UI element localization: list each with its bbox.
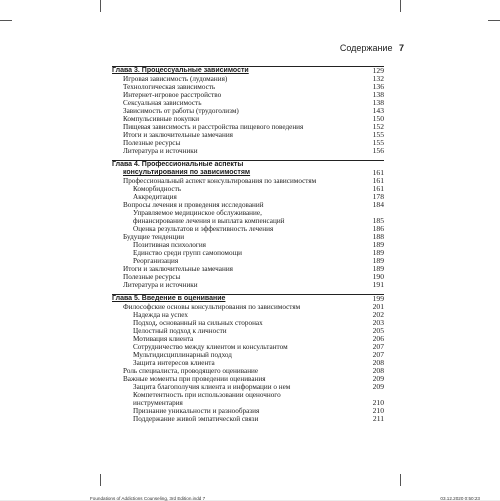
chapter-heading (112, 169, 384, 177)
toc-entry-title: Мультидисциплинарный подход (133, 351, 232, 359)
toc-entry (112, 257, 384, 265)
toc-entry-title: Литература и источники (123, 147, 198, 155)
toc-entry (112, 311, 384, 319)
toc-entry (112, 233, 384, 241)
toc-entry-page: 206 (372, 334, 384, 343)
toc-entry-title: Позитивная психология (133, 241, 206, 249)
toc-entry-title: Сексуальная зависимость (123, 99, 202, 107)
toc-entry (112, 99, 384, 107)
toc-entry (112, 115, 384, 123)
toc-entry-title: Важные моменты при проведении оценивания (123, 375, 266, 383)
toc-entry-page: 210 (372, 398, 384, 407)
toc-entry-page: 210 (372, 406, 384, 415)
chapter-heading (112, 295, 384, 303)
crop-mark-icon (400, 474, 401, 486)
toc-entry-page: 207 (372, 342, 384, 351)
toc-entry-title: Итоги и заключительные замечания (123, 265, 233, 273)
toc-entry-title: финансирование лечения и выплата компенсаций (133, 217, 285, 225)
toc-entry-page: 211 (372, 414, 384, 423)
toc-entry-page: 205 (372, 326, 384, 335)
chapter-heading-title: Глава 3. Процессуальные зависимости (112, 67, 249, 74)
toc-entry-title: Итоги и заключительные замечания (123, 131, 233, 139)
toc-entry-page: 156 (372, 146, 384, 155)
toc-entry-page: 189 (372, 264, 384, 273)
toc-entry (112, 273, 384, 281)
running-head-title: Содержание (339, 43, 393, 53)
toc-entry-title: Подход, основанный на сильных сторонах (133, 319, 263, 327)
toc-entry-page: 150 (372, 114, 384, 123)
toc-entry-title: Защита благополучия клиента и информации о нем (133, 383, 291, 391)
toc-entry-title: Игровая зависимость (лудомания) (123, 75, 228, 83)
chapter-heading-title: Глава 5. Введение в оценивание (112, 295, 226, 302)
toc-entry-page: 202 (372, 310, 384, 319)
toc-entry-title: Надежда на успех (133, 311, 188, 319)
toc-entry-title: Профессиональный аспект консультирования по зависимостям (123, 177, 317, 185)
toc-entry-title: Реорганизация (133, 257, 179, 265)
toc-entry-page: 208 (372, 358, 384, 367)
toc-entry-title: Целостный подход к личности (133, 327, 227, 335)
toc-entry-page: 136 (372, 82, 384, 91)
footer-timestamp: 03.12.2020 0:50:23 (440, 496, 480, 501)
toc-entry-page: 138 (372, 90, 384, 99)
toc-entry (112, 217, 384, 225)
crop-mark-icon (100, 0, 101, 12)
toc-entry-page: 161 (372, 184, 384, 193)
running-head (340, 43, 404, 53)
toc-entry-title: Оценка результатов и эффективность лечения (133, 225, 274, 233)
chapter-heading-title: консультирования по зависимостям (123, 169, 251, 176)
toc-entry (112, 399, 384, 407)
toc-entry-page: 155 (372, 130, 384, 139)
toc-entry-page: 188 (372, 232, 384, 241)
toc-entry (112, 131, 384, 139)
toc-entry-page: 189 (372, 248, 384, 257)
toc-entry-title: Литература и источники (123, 281, 198, 289)
toc-entry-page: 143 (372, 106, 384, 115)
toc-entry-page: 161 (372, 176, 384, 185)
toc-entry-page: 178 (372, 192, 384, 201)
toc-entry-title: Философские основы консультирования по зависимостям (123, 303, 301, 311)
toc-entry (112, 241, 384, 249)
toc-entry (112, 193, 384, 201)
toc-entry-title: Компульсивные покупки (123, 115, 200, 123)
toc-entry-title: Полезные ресурсы (123, 273, 181, 281)
crop-mark-icon (100, 474, 101, 486)
toc-entry-title: Компетентность при использовании оценочного (133, 391, 281, 399)
toc-entry-title: Управляемое медицинское обслуживание, (133, 209, 262, 217)
toc-entry (112, 201, 384, 209)
chapter-heading-page: 161 (372, 168, 384, 177)
toc-entry (112, 249, 384, 257)
toc-entry-page: 138 (372, 98, 384, 107)
toc-entry (112, 281, 384, 289)
page-number: 7 (398, 43, 404, 53)
toc-entry (112, 225, 384, 233)
toc-entry-title: Полезные ресурсы (123, 139, 181, 147)
toc-entry (112, 351, 384, 359)
toc-entry (112, 375, 384, 383)
toc-entry (112, 343, 384, 351)
toc-entry (112, 123, 384, 131)
chapter-block (112, 66, 384, 155)
toc-entry (112, 327, 384, 335)
chapter-heading-page: 199 (372, 294, 384, 303)
chapter-block (112, 294, 384, 423)
toc-entry-title: Аккредитация (133, 193, 177, 201)
toc-entry (112, 147, 384, 155)
toc-entry-title: Коморбидность (133, 185, 182, 193)
toc-entry-title: Пищевая зависимость и расстройства пищевого поведения (123, 123, 304, 131)
toc-entry-title: Мотивация клиента (133, 335, 194, 343)
toc-entry-title: Зависимость от работы (трудоголизм) (123, 107, 239, 115)
toc-entry (112, 359, 384, 367)
toc-entry (112, 407, 384, 415)
toc-entry (112, 391, 384, 399)
toc-entry-title: Роль специалиста, проводящего оценивание (123, 367, 259, 375)
table-of-contents (112, 66, 384, 423)
toc-entry-title: Защита интересов клиента (133, 359, 215, 367)
toc-entry-title: Поддержание живой эмпатической связи (133, 415, 259, 423)
toc-entry-title: Признание уникальности и разнообразия (133, 407, 260, 415)
toc-entry (112, 383, 384, 391)
toc-entry-title: инструментария (133, 399, 183, 407)
chapter-heading-title: Глава 4. Профессиональные аспекты (112, 161, 244, 168)
toc-entry-page: 132 (372, 74, 384, 83)
toc-entry-page: 152 (372, 122, 384, 131)
toc-entry (112, 185, 384, 193)
toc-entry (112, 319, 384, 327)
toc-entry-page: 189 (372, 256, 384, 265)
toc-entry-page: 185 (372, 216, 384, 225)
chapter-block (112, 160, 384, 289)
toc-entry-page: 155 (372, 138, 384, 147)
toc-entry (112, 75, 384, 83)
toc-entry-page: 186 (372, 224, 384, 233)
toc-entry-page: 209 (372, 382, 384, 391)
toc-entry (112, 91, 384, 99)
toc-entry (112, 335, 384, 343)
toc-entry-page: 208 (372, 366, 384, 375)
crop-mark-icon (488, 20, 500, 21)
toc-entry-title: Интернет-игровое расстройство (123, 91, 222, 99)
toc-entry-title: Сотрудничество между клиентом и консультантом (133, 343, 288, 351)
toc-entry-page: 207 (372, 350, 384, 359)
toc-entry (112, 177, 384, 185)
chapter-heading (112, 161, 384, 169)
toc-entry (112, 367, 384, 375)
crop-mark-icon (400, 0, 401, 12)
toc-entry (112, 415, 384, 423)
toc-entry-title: Будущие тенденции (123, 233, 185, 241)
toc-entry-title: Вопросы лечения и проведения исследований (123, 201, 264, 209)
chapter-heading (112, 67, 384, 75)
crop-mark-icon (0, 20, 12, 21)
footer-file-name: Foundations of Addictions Counseling, 3rd Edition.indd 7 (90, 496, 206, 501)
toc-entry (112, 303, 384, 311)
toc-entry-page: 191 (372, 280, 384, 289)
toc-entry (112, 265, 384, 273)
toc-entry-page: 190 (372, 272, 384, 281)
toc-entry-page: 189 (372, 240, 384, 249)
toc-entry-page: 184 (372, 200, 384, 209)
toc-entry (112, 209, 384, 217)
toc-entry-page: 209 (372, 374, 384, 383)
toc-entry (112, 139, 384, 147)
chapter-heading-page: 129 (372, 66, 384, 75)
toc-entry-page: 201 (372, 302, 384, 311)
toc-entry-page: 203 (372, 318, 384, 327)
toc-entry (112, 83, 384, 91)
toc-entry-title: Технологическая зависимость (123, 83, 216, 91)
toc-entry (112, 107, 384, 115)
toc-entry-title: Единство среди групп самопомощи (133, 249, 242, 257)
